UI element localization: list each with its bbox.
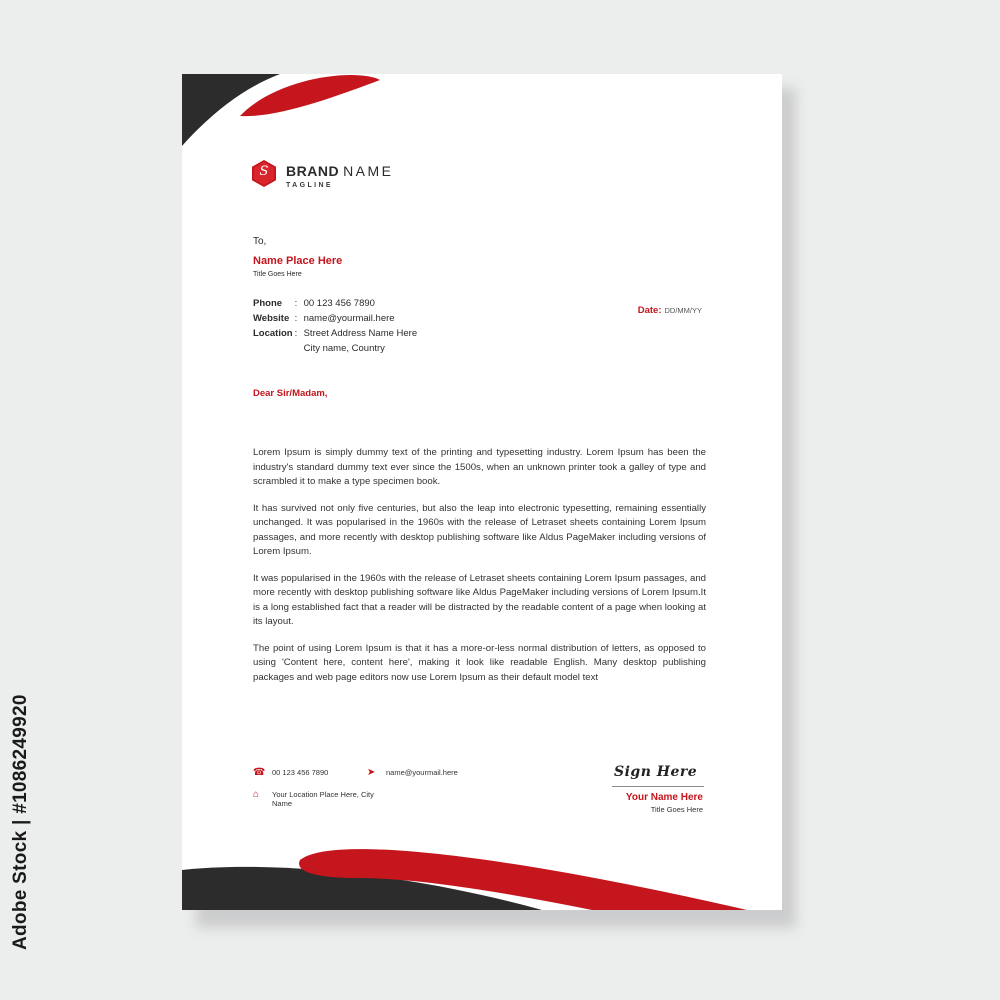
logo-letter: S (259, 164, 269, 179)
letterhead-page (182, 74, 782, 910)
brand-name-light: NAME (343, 163, 394, 179)
date-label: Date: (637, 305, 662, 316)
signer-name: Your Name Here (625, 792, 703, 803)
footer-phone-text: 00 123 456 7890 (272, 768, 329, 777)
contact-row (253, 313, 417, 328)
recipient-name: Name Place Here (253, 255, 343, 267)
contact-value: name@yourmail.here (303, 313, 395, 324)
contact-separator: : (294, 313, 298, 324)
to-label: To, (253, 236, 267, 247)
contact-label (253, 343, 293, 358)
body-paragraph: It has survived not only five centuries, but also the leap into electronic typesetting, remaining essentially unchanged. It was popularised in the 1960s with the release of Letraset sheets containing Lorem Ipsum passages, and more recently with desktop publishing software like Aldus PageMaker including versions of Lorem Ipsum. (253, 502, 706, 557)
contact-label: Website (253, 313, 290, 324)
contact-value: City name, Country (303, 343, 385, 354)
top-corner-decoration (182, 74, 782, 154)
contact-row (253, 328, 417, 343)
brand-tagline: TAGLINE (286, 182, 334, 189)
signature: Sign Here (614, 764, 698, 780)
footer-address-text: Your Location Place Here, City Name (272, 790, 374, 808)
stock-id-label: Adobe Stock | #1086249920 (10, 694, 31, 950)
contact-separator: : (294, 298, 298, 309)
phone-icon: ☎ (253, 767, 266, 778)
contact-separator: : (294, 328, 298, 339)
contact-label: Location (253, 328, 293, 339)
contact-row (253, 343, 417, 358)
date-field (638, 305, 702, 316)
contact-row (253, 298, 417, 313)
recipient-title: Title Goes Here (253, 271, 302, 278)
signature-line (612, 786, 704, 787)
greeting: Dear Sir/Madam, (253, 388, 328, 399)
home-icon: ⌂ (253, 789, 260, 800)
brand-name-strong: BRAND (286, 163, 340, 179)
contact-value: Street Address Name Here (303, 328, 418, 339)
letter-body (253, 446, 706, 697)
body-paragraph: Lorem Ipsum is simply dummy text of the printing and typesetting industry. Lorem Ipsum has been the industry's standard dummy text ever since the 1500s, when an unknown printer took a galley of type and scrambled it to make a type specimen book. (253, 447, 706, 487)
bottom-wave-decoration (182, 834, 782, 910)
brand-name (286, 163, 394, 179)
signer-title: Title Goes Here (650, 805, 703, 814)
date-value: DD/MM/YY (664, 306, 702, 315)
contact-details (253, 298, 417, 358)
contact-separator (293, 343, 304, 358)
contact-value: 00 123 456 7890 (303, 298, 375, 309)
body-paragraph: The point of using Lorem Ipsum is that it has a more-or-less normal distribution of letters, as opposed to using 'Content here, content here', making it look like readable English. Many desktop publishing packages and web page editors now use Lorem Ipsum as their default model text (253, 642, 706, 683)
body-paragraph: It was popularised in the 1960s with the release of Letraset sheets containing Lorem Ipsum passages, and more recently with desktop publishing software like Aldus PageMaker including versions of Lorem Ipsum.It is a long established fact that a reader will be distracted by the readable content of a page when looking at its layout. (253, 572, 706, 627)
contact-label: Phone (253, 298, 283, 309)
paper-plane-icon: ➤ (367, 767, 376, 778)
footer-email-text: name@yourmail.here (386, 768, 458, 777)
